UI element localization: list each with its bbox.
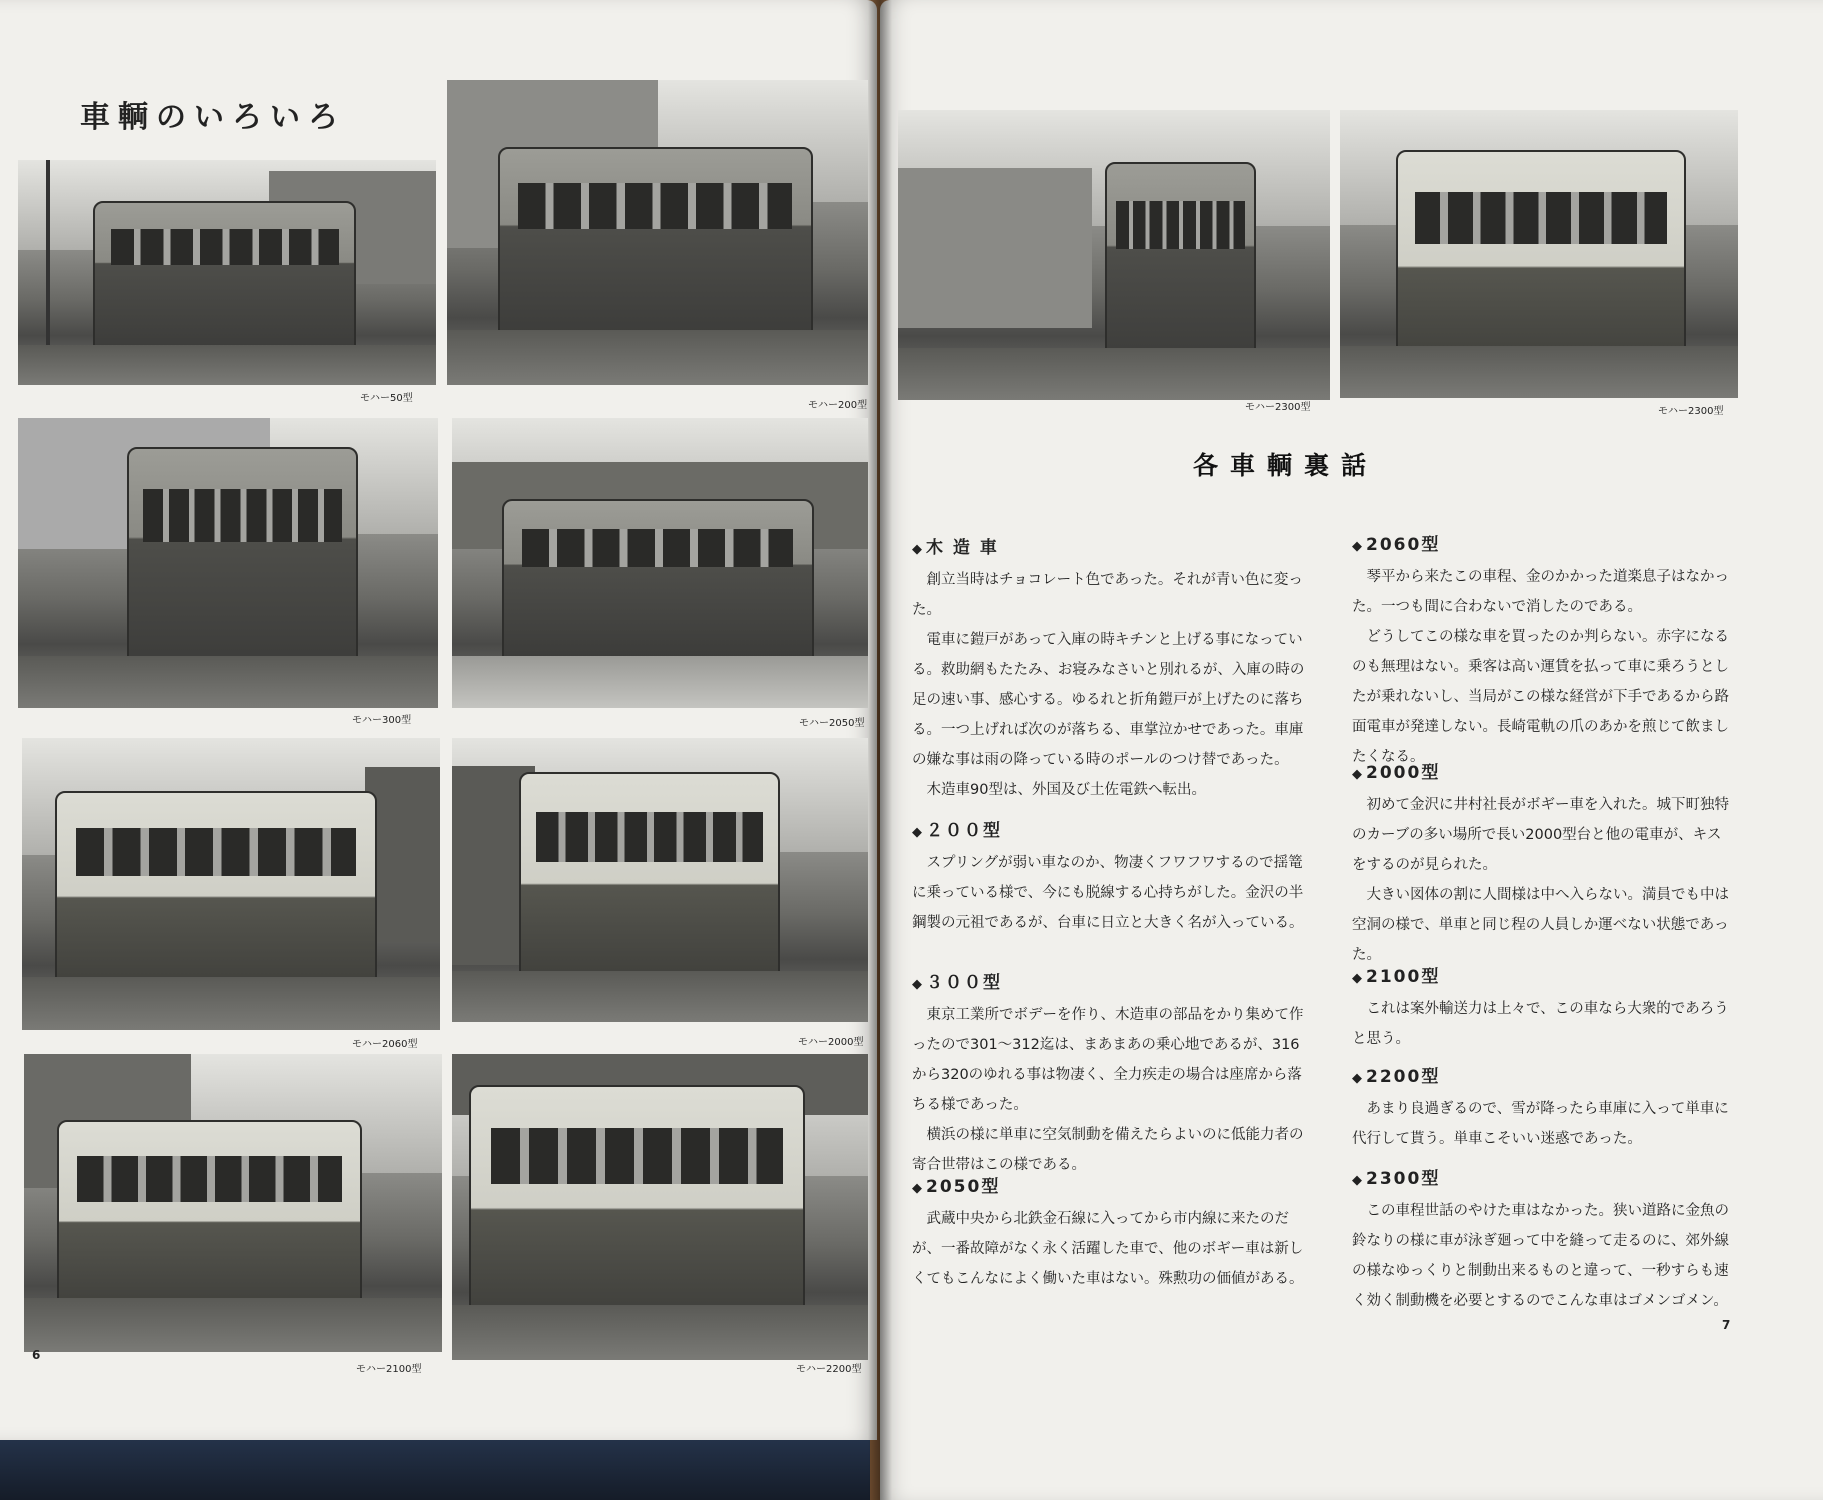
caption-50: モハー50型 bbox=[360, 393, 413, 404]
entry-heading: 2050型 bbox=[926, 1177, 1001, 1197]
page-number-left: 6 bbox=[32, 1348, 41, 1362]
caption-300: モハー300型 bbox=[352, 715, 412, 726]
entry-heading: 2300型 bbox=[1366, 1169, 1441, 1189]
entry-paragraph: 木造車90型は、外国及び土佐電鉄へ転出。 bbox=[926, 782, 1206, 798]
tram-photo-50 bbox=[18, 160, 436, 385]
caption-2300-a: モハー2300型 bbox=[1245, 402, 1311, 413]
entry-2000: ◆ 2000型 初めて金沢に井村社長がボギー車を入れた。城下町独特のカーブの多い場所で長い2000型台と他の電車が、キスをするのが見られた。 大きい図体の割に人間様は中へ入らない。満員でも中は空洞の様で、単車と同じ程の人員しか運べない状態であった。 bbox=[1352, 758, 1734, 970]
tram-photo-2060 bbox=[22, 738, 440, 1030]
entry-wood: ◆ 木 造 車 創立当時はチョコレート色であった。それが青い色に変った。 電車に鎧戸があって入庫の時キチンと上げる事になっている。救助網もたたみ、お寝みなさいと別れるが、入庫の時の足の速い事、感心する。ゆるれと折角鎧戸が上げたのに落ちる。一つ上げれば次のが落ちる、車掌泣かせであった。車庫の嫌な事は雨の降っている時のポールのつけ替であった。 木造車90型は、外国及び土佐電鉄へ転出。 bbox=[912, 533, 1312, 805]
caption-200: モハー200型 bbox=[808, 400, 868, 411]
entry-200: ◆ ２００型 スプリングが弱い車なのか、物凄くフワフワするので揺篭に乗っている様で、今にも脱線する心持ちがした。金沢の半鋼製の元祖であるが、台車に日立と大きく名が入っている。 bbox=[912, 816, 1312, 938]
right-page-title: 各車輌裏話 bbox=[1193, 451, 1379, 480]
tram-photo-2000 bbox=[452, 738, 868, 1022]
entry-2050: ◆ 2050型 武蔵中央から北鉄金石線に入ってから市内線に来たのだが、一番故障がなく永く活躍した車で、他のボギー車は新しくてもこんなによく働いた車はない。殊勲功の価値がある。 bbox=[912, 1172, 1312, 1294]
entry-heading: 木 造 車 bbox=[926, 538, 999, 558]
entry-heading: ３００型 bbox=[926, 973, 1002, 993]
left-page-title: 車輌のいろいろ bbox=[80, 100, 346, 135]
caption-2300-b: モハー2300型 bbox=[1658, 406, 1724, 417]
entry-heading: 2000型 bbox=[1366, 763, 1441, 783]
entry-heading: 2060型 bbox=[1366, 535, 1441, 555]
tram-photo-200 bbox=[447, 80, 868, 385]
caption-2050: モハー2050型 bbox=[799, 718, 865, 729]
tram-photo-2100 bbox=[24, 1054, 442, 1352]
entry-2200: ◆ 2200型 あまり良過ぎるので、雪が降ったら車庫に入って単車に代行して貰う。単車こそいい迷惑であった。 bbox=[1352, 1062, 1734, 1154]
caption-2100: モハー2100型 bbox=[356, 1364, 422, 1375]
entry-paragraph: 東京工業所でボデーを作り、木造車の部品をかり集めて作ったので301〜312迄は、まあまあの乗心地であるが、316から320のゆれる事は物凄く、全力疾走の場合は座席から落ちる様であった。 bbox=[912, 1007, 1304, 1113]
caption-2200: モハー2200型 bbox=[796, 1364, 862, 1375]
tram-photo-2050 bbox=[452, 418, 868, 708]
entry-heading: 2200型 bbox=[1366, 1067, 1441, 1087]
entry-paragraph: 横浜の様に単車に空気制動を備えたらよいのに低能力者の寄合世帯はこの様である。 bbox=[912, 1127, 1304, 1173]
caption-2060: モハー2060型 bbox=[352, 1039, 418, 1050]
entry-2300: ◆ 2300型 この車程世話のやけた車はなかった。狭い道路に金魚の鈴なりの様に車が泳ぎ廻って中を縫って走るのに、郊外線の様なゆっくりと制動出来るものと違って、一秒すらも速く効く制動機を必要とするのでこんな車はゴメンゴメン。 bbox=[1352, 1164, 1734, 1316]
entry-2100: ◆ 2100型 これは案外輸送力は上々で、この車なら大衆的であろうと思う。 bbox=[1352, 962, 1734, 1054]
entry-paragraph: 創立当時はチョコレート色であった。それが青い色に変った。 bbox=[912, 572, 1303, 618]
tram-photo-300 bbox=[18, 418, 438, 708]
page-number-right: 7 bbox=[1722, 1318, 1731, 1332]
caption-2000: モハー2000型 bbox=[798, 1037, 864, 1048]
entry-paragraph: 琴平から来たこの車程、金のかかった道楽息子はなかった。一つも間に合わないで消したのである。 bbox=[1352, 569, 1729, 615]
entry-paragraph: 電車に鎧戸があって入庫の時キチンと上げる事になっている。救助網もたたみ、お寝みなさいと別れるが、入庫の時の足の速い事、感心する。ゆるれと折角鎧戸が上げたのに落ちる。一つ上げれば次のが落ちる、車掌泣かせであった。車庫の嫌な事は雨の降っている時のポールのつけ替であった。 bbox=[912, 632, 1305, 768]
book-cover-edge bbox=[0, 1440, 870, 1500]
entry-paragraph: 武蔵中央から北鉄金石線に入ってから市内線に来たのだが、一番故障がなく永く活躍した車で、他のボギー車は新しくてもこんなによく働いた車はない。殊勲功の価値がある。 bbox=[912, 1211, 1304, 1287]
book-spine bbox=[868, 0, 892, 1500]
tram-photo-2300-a bbox=[898, 110, 1330, 400]
tram-photo-2200 bbox=[452, 1054, 868, 1360]
entry-paragraph: スプリングが弱い車なのか、物凄くフワフワするので揺篭に乗っている様で、今にも脱線する心持ちがした。金沢の半鋼製の元祖であるが、台車に日立と大きく名が入っている。 bbox=[912, 855, 1304, 931]
entry-300: ◆ ３００型 東京工業所でボデーを作り、木造車の部品をかり集めて作ったので301〜312迄は、まあまあの乗心地であるが、316から320のゆれる事は物凄く、全力疾走の場合は座席から落ちる様であった。 横浜の様に単車に空気制動を備えたらよいのに低能力者の寄合世帯はこの様である。 bbox=[912, 968, 1312, 1180]
entry-paragraph: あまり良過ぎるので、雪が降ったら車庫に入って単車に代行して貰う。単車こそいい迷惑であった。 bbox=[1352, 1101, 1729, 1147]
entry-heading: 2100型 bbox=[1366, 967, 1441, 987]
entry-paragraph: これは案外輸送力は上々で、この車なら大衆的であろうと思う。 bbox=[1352, 1001, 1729, 1047]
entry-paragraph: 大きい図体の割に人間様は中へ入らない。満員でも中は空洞の様で、単車と同じ程の人員しか運べない状態であった。 bbox=[1352, 887, 1729, 963]
tram-photo-2300-b bbox=[1340, 110, 1738, 398]
entry-paragraph: 初めて金沢に井村社長がボギー車を入れた。城下町独特のカーブの多い場所で長い2000型台と他の電車が、キスをするのが見られた。 bbox=[1352, 797, 1729, 873]
entry-2060: ◆ 2060型 琴平から来たこの車程、金のかかった道楽息子はなかった。一つも間に合わないで消したのである。 どうしてこの様な車を買ったのか判らない。赤字になるのも無理はない。乗客は高い運賃を払って車に乗ろうとしたが乗れないし、当局がこの様な経営が下手であるから路面電車が発達しない。長崎電軌の爪のあかを煎じて飲ましたくなる。 bbox=[1352, 530, 1734, 772]
entry-paragraph: この車程世話のやけた車はなかった。狭い道路に金魚の鈴なりの様に車が泳ぎ廻って中を縫って走るのに、郊外線の様なゆっくりと制動出来るものと違って、一秒すらも速く効く制動機を必要とするのでこんな車はゴメンゴメン。 bbox=[1352, 1203, 1729, 1309]
entry-paragraph: どうしてこの様な車を買ったのか判らない。赤字になるのも無理はない。乗客は高い運賃を払って車に乗ろうとしたが乗れないし、当局がこの様な経営が下手であるから路面電車が発達しない。長崎電軌の爪のあかを煎じて飲ましたくなる。 bbox=[1352, 629, 1729, 765]
entry-heading: ２００型 bbox=[926, 821, 1002, 841]
